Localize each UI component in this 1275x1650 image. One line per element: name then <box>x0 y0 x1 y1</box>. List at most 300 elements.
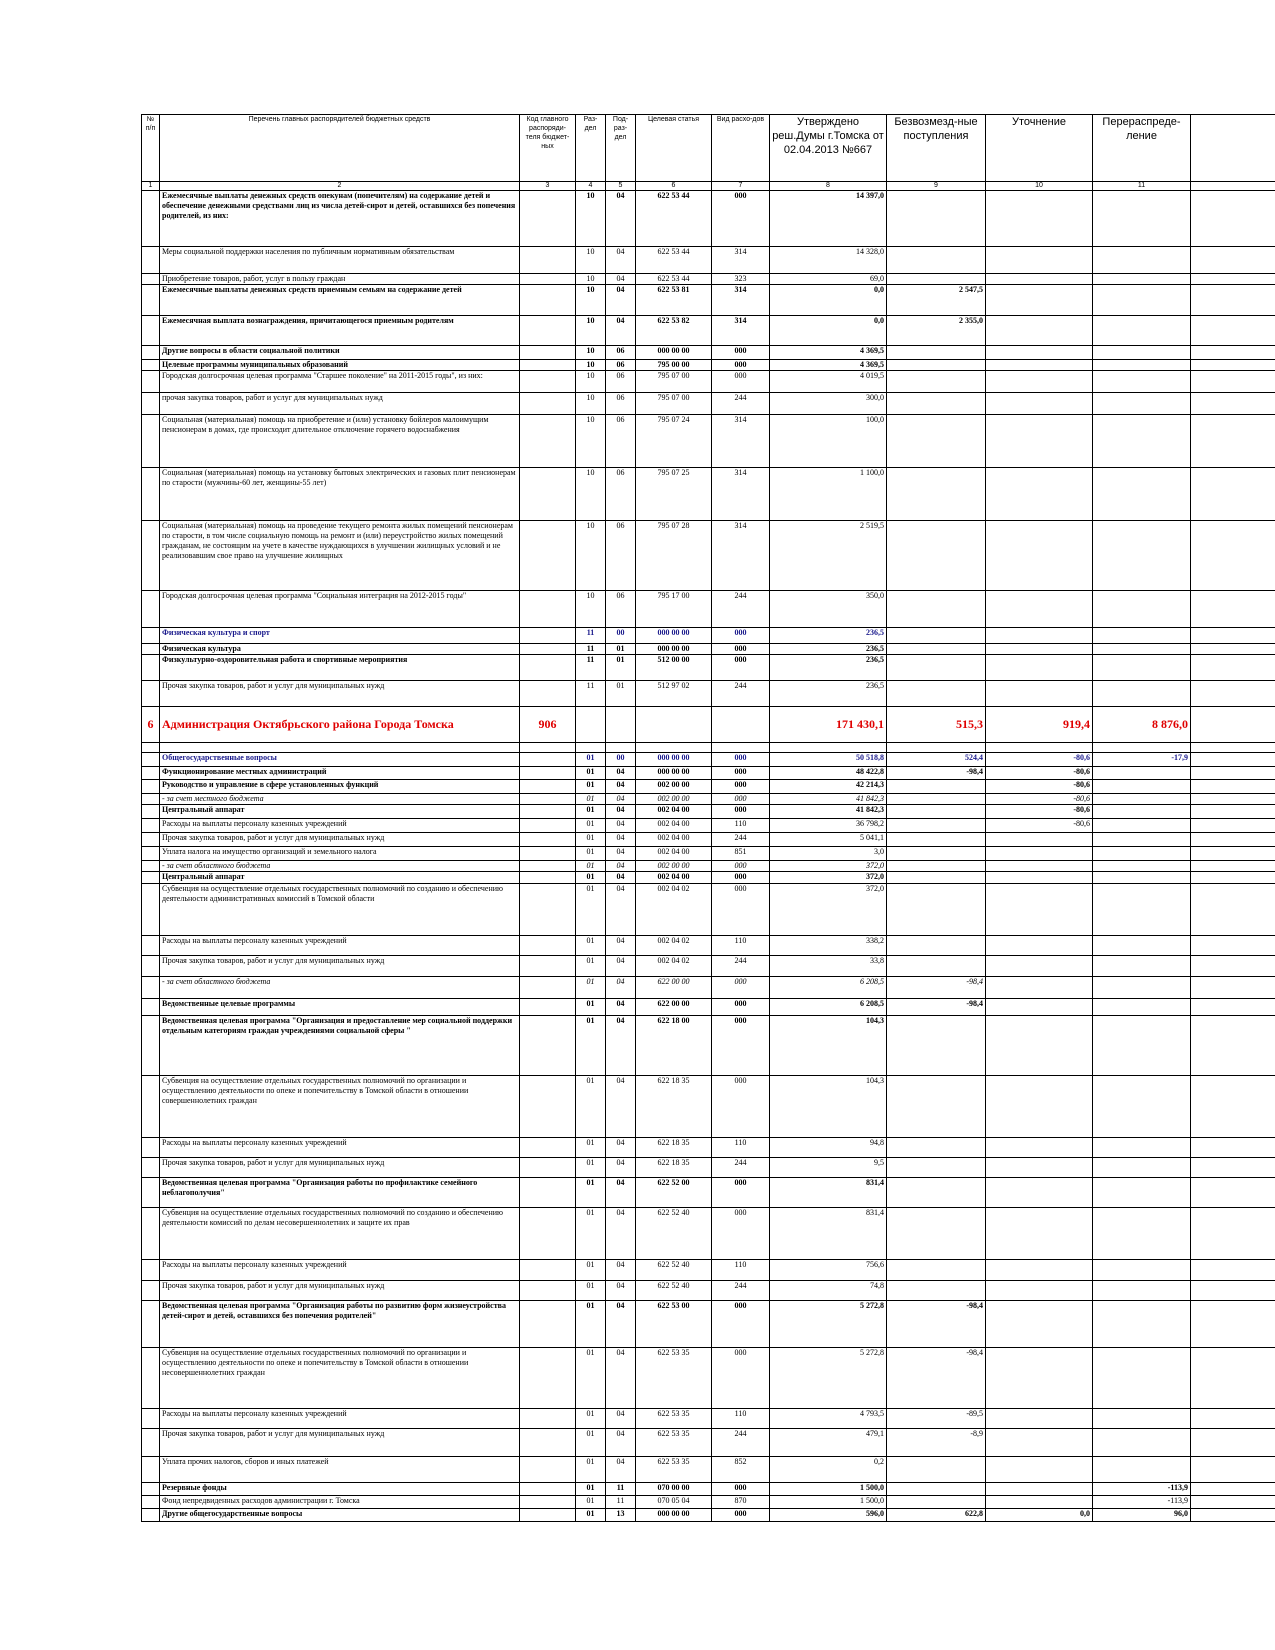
row-subsection: 04 <box>606 1178 636 1208</box>
column-number-blank <box>1191 182 1275 191</box>
row-subsection: 04 <box>606 805 636 819</box>
row-section <box>576 707 606 743</box>
row-gratis <box>887 1260 986 1281</box>
header-code: Код главного распоряди-теля бюджет-ных <box>520 115 576 182</box>
row-expense-kind: 870 <box>712 1496 770 1509</box>
row-approved: 236,5 <box>770 628 887 644</box>
table-row <box>142 1178 1275 1208</box>
row-blank <box>1191 285 1275 316</box>
table-row <box>142 847 1275 861</box>
row-redistribution <box>1093 936 1191 956</box>
table-row <box>142 1208 1275 1260</box>
table-row <box>142 285 1275 316</box>
header-row <box>142 115 1275 182</box>
row-expense-kind: 110 <box>712 1138 770 1158</box>
row-section: 01 <box>576 1348 606 1409</box>
row-subsection <box>606 707 636 743</box>
row-redistribution <box>1093 681 1191 707</box>
row-section: 01 <box>576 1158 606 1178</box>
row-section: 11 <box>576 655 606 681</box>
row-target-article: 622 53 00 <box>636 1301 712 1348</box>
column-number: 4 <box>576 182 606 191</box>
row-code <box>520 247 576 274</box>
row-section: 01 <box>576 1457 606 1483</box>
row-refinement <box>986 346 1093 360</box>
row-gratis <box>887 1158 986 1178</box>
row-code <box>520 753 576 767</box>
column-number: 3 <box>520 182 576 191</box>
row-refinement <box>986 371 1093 393</box>
row-section: 10 <box>576 316 606 346</box>
row-gratis <box>887 872 986 884</box>
row-approved: 300,0 <box>770 393 887 415</box>
row-gratis <box>887 468 986 521</box>
column-number: 9 <box>887 182 986 191</box>
row-target-article: 002 00 00 <box>636 794 712 805</box>
row-gratis: 622,8 <box>887 1509 986 1522</box>
row-subsection: 01 <box>606 644 636 655</box>
row-approved: 4 019,5 <box>770 371 887 393</box>
row-approved <box>770 743 887 753</box>
table-row <box>142 346 1275 360</box>
row-refinement <box>986 191 1093 247</box>
row-blank <box>1191 468 1275 521</box>
row-code <box>520 1348 576 1409</box>
row-blank <box>1191 767 1275 780</box>
row-target-article: 622 00 00 <box>636 999 712 1016</box>
row-number <box>142 628 160 644</box>
row-gratis: -89,5 <box>887 1409 986 1429</box>
row-approved: 338,2 <box>770 936 887 956</box>
table-row <box>142 1076 1275 1138</box>
row-gratis <box>887 805 986 819</box>
row-target-article: 622 53 35 <box>636 1409 712 1429</box>
row-name: прочая закупка товаров, работ и услуг для муниципальных нужд <box>160 393 520 415</box>
row-gratis <box>887 780 986 794</box>
row-target-article: 002 00 00 <box>636 861 712 872</box>
row-expense-kind: 852 <box>712 1457 770 1483</box>
row-blank <box>1191 393 1275 415</box>
table-row <box>142 977 1275 999</box>
row-code <box>520 644 576 655</box>
row-number <box>142 1509 160 1522</box>
row-blank <box>1191 316 1275 346</box>
row-number <box>142 346 160 360</box>
row-code <box>520 743 576 753</box>
row-redistribution <box>1093 591 1191 628</box>
table-row <box>142 819 1275 833</box>
row-target-article: 002 04 02 <box>636 956 712 977</box>
row-redistribution <box>1093 371 1191 393</box>
row-section: 11 <box>576 644 606 655</box>
row-section: 01 <box>576 936 606 956</box>
row-redistribution <box>1093 655 1191 681</box>
row-gratis <box>887 1138 986 1158</box>
row-expense-kind: 000 <box>712 1509 770 1522</box>
row-subsection: 04 <box>606 1076 636 1138</box>
row-code <box>520 371 576 393</box>
table-row <box>142 1301 1275 1348</box>
row-gratis: -98,4 <box>887 767 986 780</box>
row-subsection: 04 <box>606 1208 636 1260</box>
column-number-row <box>142 182 1275 191</box>
row-gratis: -8,9 <box>887 1429 986 1457</box>
row-target-article: 622 53 35 <box>636 1429 712 1457</box>
table-row <box>142 628 1275 644</box>
table-row <box>142 872 1275 884</box>
column-number: 2 <box>160 182 520 191</box>
row-name: Резервные фонды <box>160 1483 520 1496</box>
row-name: Субвенция на осуществление отдельных государственных полномочий по организации и осуществлению деятельности по опеке и попечительству в Томской области в отношении несовершеннолетних граждан <box>160 1348 520 1409</box>
row-blank <box>1191 1076 1275 1138</box>
row-name: Центральный аппарат <box>160 872 520 884</box>
row-refinement <box>986 316 1093 346</box>
row-name: Ведомственные целевые программы <box>160 999 520 1016</box>
row-refinement <box>986 999 1093 1016</box>
row-subsection: 04 <box>606 847 636 861</box>
row-approved: 50 518,8 <box>770 753 887 767</box>
row-gratis <box>887 861 986 872</box>
row-gratis <box>887 1076 986 1138</box>
column-number: 10 <box>986 182 1093 191</box>
row-redistribution: -17,9 <box>1093 753 1191 767</box>
row-blank <box>1191 1496 1275 1509</box>
row-blank <box>1191 936 1275 956</box>
row-blank <box>1191 1281 1275 1301</box>
row-target-article: 622 52 00 <box>636 1178 712 1208</box>
row-name: Социальная (материальная) помощь на проведение текущего ремонта жилых помещений пенсионерам по старости, в том числе социальную помощь на ремонт и (или) переустройство жилых помещений гражданам, не состоящим на учете в качестве нуждающихся в улучшении жилищных условий и не реализовавшим свое право на улучшение жилищных <box>160 521 520 591</box>
row-section: 10 <box>576 591 606 628</box>
row-blank <box>1191 1483 1275 1496</box>
row-refinement <box>986 681 1093 707</box>
row-gratis <box>887 591 986 628</box>
row-name: Расходы на выплаты персоналу казенных учреждений <box>160 819 520 833</box>
row-approved: 372,0 <box>770 861 887 872</box>
row-section: 10 <box>576 247 606 274</box>
row-refinement <box>986 884 1093 936</box>
row-target-article: 622 52 40 <box>636 1281 712 1301</box>
table-row <box>142 316 1275 346</box>
row-approved: 6 208,5 <box>770 999 887 1016</box>
row-redistribution <box>1093 1178 1191 1208</box>
row-target-article: 000 00 00 <box>636 1509 712 1522</box>
row-code <box>520 833 576 847</box>
header-target: Целевая статья <box>636 115 712 182</box>
row-number <box>142 1208 160 1260</box>
header-section: Раз-дел <box>576 115 606 182</box>
header-kind: Вид расхо-дов <box>712 115 770 182</box>
row-number <box>142 833 160 847</box>
row-code <box>520 628 576 644</box>
row-expense-kind: 000 <box>712 1301 770 1348</box>
row-refinement: 0,0 <box>986 1509 1093 1522</box>
row-name: Уплата прочих налогов, сборов и иных платежей <box>160 1457 520 1483</box>
table-row <box>142 521 1275 591</box>
row-name: Социальная (материальная) помощь на установку бытовых электрических и газовых плит пенсионерам по старости (мужчины-60 лет, женщины-55 лет) <box>160 468 520 521</box>
column-number: 8 <box>770 182 887 191</box>
row-expense-kind: 000 <box>712 1076 770 1138</box>
row-redistribution <box>1093 956 1191 977</box>
row-refinement <box>986 1496 1093 1509</box>
row-target-article: 622 18 35 <box>636 1158 712 1178</box>
row-section: 10 <box>576 371 606 393</box>
table-row <box>142 861 1275 872</box>
row-redistribution <box>1093 847 1191 861</box>
row-subsection: 04 <box>606 1457 636 1483</box>
table-row <box>142 753 1275 767</box>
row-blank <box>1191 999 1275 1016</box>
row-refinement <box>986 644 1093 655</box>
table-row <box>142 1496 1275 1509</box>
row-name: Расходы на выплаты персоналу казенных учреждений <box>160 1260 520 1281</box>
row-subsection: 04 <box>606 285 636 316</box>
row-expense-kind: 314 <box>712 316 770 346</box>
row-expense-kind: 000 <box>712 628 770 644</box>
row-target-article: 795 07 00 <box>636 393 712 415</box>
row-gratis: -98,4 <box>887 999 986 1016</box>
row-section: 01 <box>576 1016 606 1076</box>
row-gratis: 524,4 <box>887 753 986 767</box>
row-expense-kind <box>712 743 770 753</box>
row-blank <box>1191 1016 1275 1076</box>
row-number: 6 <box>142 707 160 743</box>
row-blank <box>1191 655 1275 681</box>
table-row <box>142 794 1275 805</box>
row-number <box>142 1496 160 1509</box>
table-row <box>142 1483 1275 1496</box>
row-name: Прочая закупка товаров, работ и услуг для муниципальных нужд <box>160 833 520 847</box>
table-row <box>142 371 1275 393</box>
row-section: 01 <box>576 1301 606 1348</box>
row-target-article: 622 53 44 <box>636 191 712 247</box>
header-approved: Утверждено реш.Думы г.Томска от 02.04.2013 №667 <box>770 115 887 182</box>
row-redistribution <box>1093 285 1191 316</box>
row-target-article <box>636 707 712 743</box>
row-target-article: 622 53 44 <box>636 274 712 285</box>
row-subsection: 04 <box>606 767 636 780</box>
row-refinement <box>986 1076 1093 1138</box>
row-subsection: 04 <box>606 316 636 346</box>
row-blank <box>1191 819 1275 833</box>
row-number <box>142 393 160 415</box>
row-approved: 236,5 <box>770 655 887 681</box>
row-section: 10 <box>576 360 606 371</box>
row-redistribution <box>1093 1016 1191 1076</box>
row-subsection: 04 <box>606 884 636 936</box>
row-name: Прочая закупка товаров, работ и услуг для муниципальных нужд <box>160 956 520 977</box>
row-section: 01 <box>576 956 606 977</box>
row-number <box>142 1158 160 1178</box>
row-section: 01 <box>576 1429 606 1457</box>
row-target-article: 622 53 82 <box>636 316 712 346</box>
row-number <box>142 360 160 371</box>
row-blank <box>1191 977 1275 999</box>
row-blank <box>1191 1260 1275 1281</box>
row-code <box>520 1260 576 1281</box>
row-redistribution: 96,0 <box>1093 1509 1191 1522</box>
table-row <box>142 644 1275 655</box>
row-approved: 74,8 <box>770 1281 887 1301</box>
row-subsection: 04 <box>606 247 636 274</box>
row-subsection: 04 <box>606 1348 636 1409</box>
header-refine: Уточнение <box>986 115 1093 182</box>
row-redistribution: -113,9 <box>1093 1483 1191 1496</box>
header-num: № п/п <box>142 115 160 182</box>
row-refinement <box>986 285 1093 316</box>
row-number <box>142 655 160 681</box>
row-subsection: 04 <box>606 833 636 847</box>
row-code <box>520 1509 576 1522</box>
row-redistribution <box>1093 1409 1191 1429</box>
row-expense-kind: 244 <box>712 956 770 977</box>
row-redistribution <box>1093 1301 1191 1348</box>
row-section: 01 <box>576 1260 606 1281</box>
row-refinement <box>986 468 1093 521</box>
row-refinement <box>986 743 1093 753</box>
row-redistribution: 8 876,0 <box>1093 707 1191 743</box>
row-blank <box>1191 1429 1275 1457</box>
row-subsection: 06 <box>606 468 636 521</box>
row-name: Расходы на выплаты персоналу казенных учреждений <box>160 1138 520 1158</box>
row-approved: 41 842,3 <box>770 805 887 819</box>
row-number <box>142 1301 160 1348</box>
row-code <box>520 285 576 316</box>
table-row <box>142 191 1275 247</box>
row-name: Субвенция на осуществление отдельных государственных полномочий по созданию и обеспечению деятельности комиссий по делам несовершеннолетних и защите их прав <box>160 1208 520 1260</box>
row-subsection: 04 <box>606 1429 636 1457</box>
row-name: Физкультурно-оздоровительная работа и спортивные мероприятия <box>160 655 520 681</box>
row-code <box>520 1409 576 1429</box>
row-name: Физическая культура и спорт <box>160 628 520 644</box>
row-gratis <box>887 819 986 833</box>
row-name: Ведомственная целевая программа "Организация работы по профилактике семейного неблагополучия" <box>160 1178 520 1208</box>
row-expense-kind: 851 <box>712 847 770 861</box>
row-target-article: 002 04 00 <box>636 833 712 847</box>
row-number <box>142 1457 160 1483</box>
row-subsection: 11 <box>606 1496 636 1509</box>
row-approved: 596,0 <box>770 1509 887 1522</box>
row-subsection: 04 <box>606 780 636 794</box>
row-blank <box>1191 1208 1275 1260</box>
row-gratis <box>887 1208 986 1260</box>
row-section: 10 <box>576 346 606 360</box>
row-code <box>520 819 576 833</box>
row-blank <box>1191 1457 1275 1483</box>
row-code <box>520 360 576 371</box>
row-blank <box>1191 628 1275 644</box>
row-approved: 9,5 <box>770 1158 887 1178</box>
table-row <box>142 743 1275 753</box>
row-refinement <box>986 1208 1093 1260</box>
row-number <box>142 780 160 794</box>
row-blank <box>1191 247 1275 274</box>
row-refinement <box>986 956 1093 977</box>
row-subsection: 06 <box>606 371 636 393</box>
row-target-article: 795 07 25 <box>636 468 712 521</box>
row-subsection: 04 <box>606 861 636 872</box>
row-number <box>142 415 160 468</box>
row-section: 11 <box>576 681 606 707</box>
row-number <box>142 1429 160 1457</box>
row-blank <box>1191 1409 1275 1429</box>
row-refinement <box>986 1429 1093 1457</box>
row-name: Городская долгосрочная целевая программа "Социальная интеграция на 2012-2015 годы" <box>160 591 520 628</box>
row-redistribution <box>1093 316 1191 346</box>
row-target-article: 070 05 04 <box>636 1496 712 1509</box>
row-gratis <box>887 393 986 415</box>
row-gratis: 2 547,5 <box>887 285 986 316</box>
row-name: Приобретение товаров, работ, услуг в пользу граждан <box>160 274 520 285</box>
row-subsection: 06 <box>606 415 636 468</box>
table-row <box>142 393 1275 415</box>
row-gratis <box>887 521 986 591</box>
row-expense-kind: 000 <box>712 191 770 247</box>
row-redistribution <box>1093 819 1191 833</box>
row-blank <box>1191 884 1275 936</box>
row-target-article: 002 04 00 <box>636 805 712 819</box>
row-section: 01 <box>576 1178 606 1208</box>
row-number <box>142 977 160 999</box>
row-blank <box>1191 644 1275 655</box>
row-refinement <box>986 393 1093 415</box>
row-gratis <box>887 956 986 977</box>
row-approved: 4 369,5 <box>770 360 887 371</box>
row-redistribution <box>1093 780 1191 794</box>
row-redistribution <box>1093 1158 1191 1178</box>
row-section: 01 <box>576 872 606 884</box>
row-name: Прочая закупка товаров, работ и услуг для муниципальных нужд <box>160 1281 520 1301</box>
row-code <box>520 805 576 819</box>
row-approved: 4 793,5 <box>770 1409 887 1429</box>
row-approved: 2 519,5 <box>770 521 887 591</box>
row-approved: 5 272,8 <box>770 1301 887 1348</box>
row-number <box>142 767 160 780</box>
row-name: Уплата налога на имущество организаций и земельного налога <box>160 847 520 861</box>
row-approved: 6 208,5 <box>770 977 887 999</box>
row-approved: 756,6 <box>770 1260 887 1281</box>
row-expense-kind: 244 <box>712 833 770 847</box>
row-name: - за счет областного бюджета <box>160 861 520 872</box>
row-target-article: 000 00 00 <box>636 767 712 780</box>
row-gratis <box>887 884 986 936</box>
header-redistribution: Перераспреде-ление <box>1093 115 1191 182</box>
row-redistribution <box>1093 247 1191 274</box>
row-number <box>142 999 160 1016</box>
row-name: Прочая закупка товаров, работ и услуг для муниципальных нужд <box>160 1158 520 1178</box>
table-row <box>142 247 1275 274</box>
row-code <box>520 415 576 468</box>
row-refinement <box>986 274 1093 285</box>
row-expense-kind: 000 <box>712 346 770 360</box>
row-redistribution <box>1093 468 1191 521</box>
row-refinement <box>986 861 1093 872</box>
row-blank <box>1191 1158 1275 1178</box>
table-row <box>142 415 1275 468</box>
row-approved: 0,2 <box>770 1457 887 1483</box>
row-gratis <box>887 415 986 468</box>
row-code <box>520 1158 576 1178</box>
table-row <box>142 707 1275 743</box>
row-name: - за счет местного бюджета <box>160 794 520 805</box>
row-blank <box>1191 847 1275 861</box>
row-subsection: 04 <box>606 1409 636 1429</box>
table-row <box>142 1429 1275 1457</box>
row-approved: 3,0 <box>770 847 887 861</box>
row-redistribution <box>1093 393 1191 415</box>
budget-table <box>141 114 1275 1522</box>
table-row <box>142 833 1275 847</box>
row-approved: 33,8 <box>770 956 887 977</box>
